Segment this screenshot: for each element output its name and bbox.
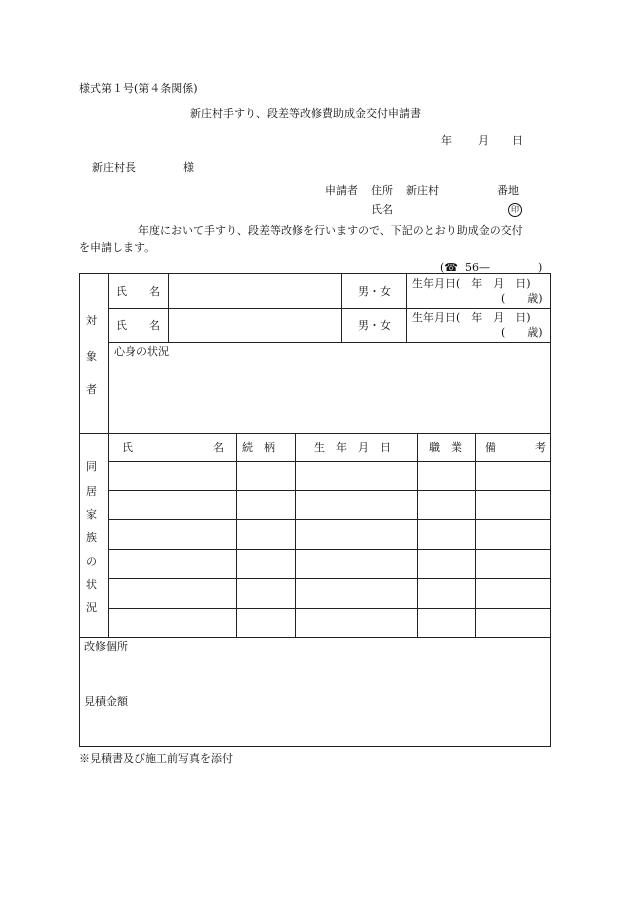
subject-name-label: 氏 名 — [116, 285, 160, 298]
rule-family-name — [236, 433, 237, 637]
subject-birth-label: 生年月日( 年 月 日) — [412, 311, 531, 324]
rule-family-row — [108, 608, 551, 609]
phone-icon: ☎ — [444, 261, 458, 274]
addressee-name: 新庄村長 — [92, 161, 136, 174]
subject-side-char: 者 — [86, 383, 97, 396]
subject-gender: 男・女 — [358, 319, 391, 332]
address-value: 新庄村 — [406, 184, 439, 197]
rule-family-row — [108, 519, 551, 520]
renovation-label: 改修個所 — [84, 640, 128, 653]
family-header-remarks-b: 考 — [535, 441, 546, 454]
family-side-char: 同 — [86, 460, 97, 473]
subject-birth-label: 生年月日( 年 月 日) — [412, 277, 531, 290]
subject-gender: 男・女 — [358, 285, 391, 298]
address-label: 住所 — [371, 184, 393, 197]
rule-family-birth — [417, 433, 418, 637]
family-side-char: 族 — [86, 531, 97, 544]
rule-section-family — [80, 433, 551, 434]
subject-name-label: 氏 名 — [116, 319, 160, 332]
family-side-char: の — [86, 555, 97, 568]
phone-close-paren: ) — [538, 261, 543, 274]
phone-open-paren: ( — [440, 261, 445, 274]
date-day: 日 — [512, 134, 523, 147]
rule-family-row — [108, 490, 551, 491]
banchi-label: 番地 — [497, 184, 519, 197]
applicant-label: 申請者 — [325, 184, 358, 197]
rule-subject-row2 — [108, 342, 551, 343]
family-header-name-a: 氏 — [122, 441, 133, 454]
rule-subject-row1 — [108, 308, 551, 309]
condition-label: 心身の状況 — [114, 345, 169, 358]
addressee-honorific: 様 — [183, 161, 194, 174]
family-header-remarks-a: 備 — [485, 441, 496, 454]
rule-family-header — [108, 461, 551, 462]
subject-age: ( 歳) — [501, 292, 543, 305]
phone-prefix: 56— — [465, 261, 490, 274]
body-text-line1: 年度において手すり、段差等改修を行いますので、下記のとおり助成金の交付 — [138, 224, 523, 237]
subject-side-char: 対 — [86, 314, 97, 327]
form-number: 様式第１号(第４条関係) — [79, 82, 198, 95]
seal-icon: 印 — [508, 203, 522, 217]
rule-family-row — [108, 578, 551, 579]
rule-family-relation — [295, 433, 296, 637]
family-header-relation: 続 柄 — [242, 441, 275, 454]
body-text-line2: を申請します。 — [79, 241, 156, 254]
seal-mark — [508, 203, 522, 217]
rule-side-label — [108, 274, 109, 637]
name-label: 氏名 — [371, 203, 393, 216]
subject-age: ( 歳) — [501, 326, 543, 339]
family-side-char: 居 — [86, 485, 97, 498]
date-year: 年 — [441, 134, 452, 147]
date-month: 月 — [478, 134, 489, 147]
family-header-birthdate: 生 年 月 日 — [314, 441, 391, 454]
rule-subject-name — [168, 274, 169, 342]
footnote: ※見積書及び施工前写真を添付 — [79, 752, 233, 765]
family-header-occupation: 職 業 — [429, 441, 462, 454]
phone-line — [440, 262, 490, 273]
family-side-char: 状 — [86, 578, 97, 591]
subject-side-char: 象 — [86, 350, 97, 363]
family-side-char: 家 — [86, 508, 97, 521]
rule-family-occupation — [475, 433, 476, 637]
rule-subject-gender — [406, 274, 407, 342]
application-table — [79, 273, 551, 747]
rule-family-row — [108, 549, 551, 550]
family-side-char: 況 — [86, 601, 97, 614]
rule-section-renovation — [80, 637, 551, 638]
estimate-label: 見積金額 — [84, 695, 128, 708]
rule-subject-value — [341, 274, 342, 342]
page-title: 新庄村手すり、段差等改修費助成金交付申請書 — [190, 107, 421, 120]
family-header-name-b: 名 — [213, 441, 224, 454]
